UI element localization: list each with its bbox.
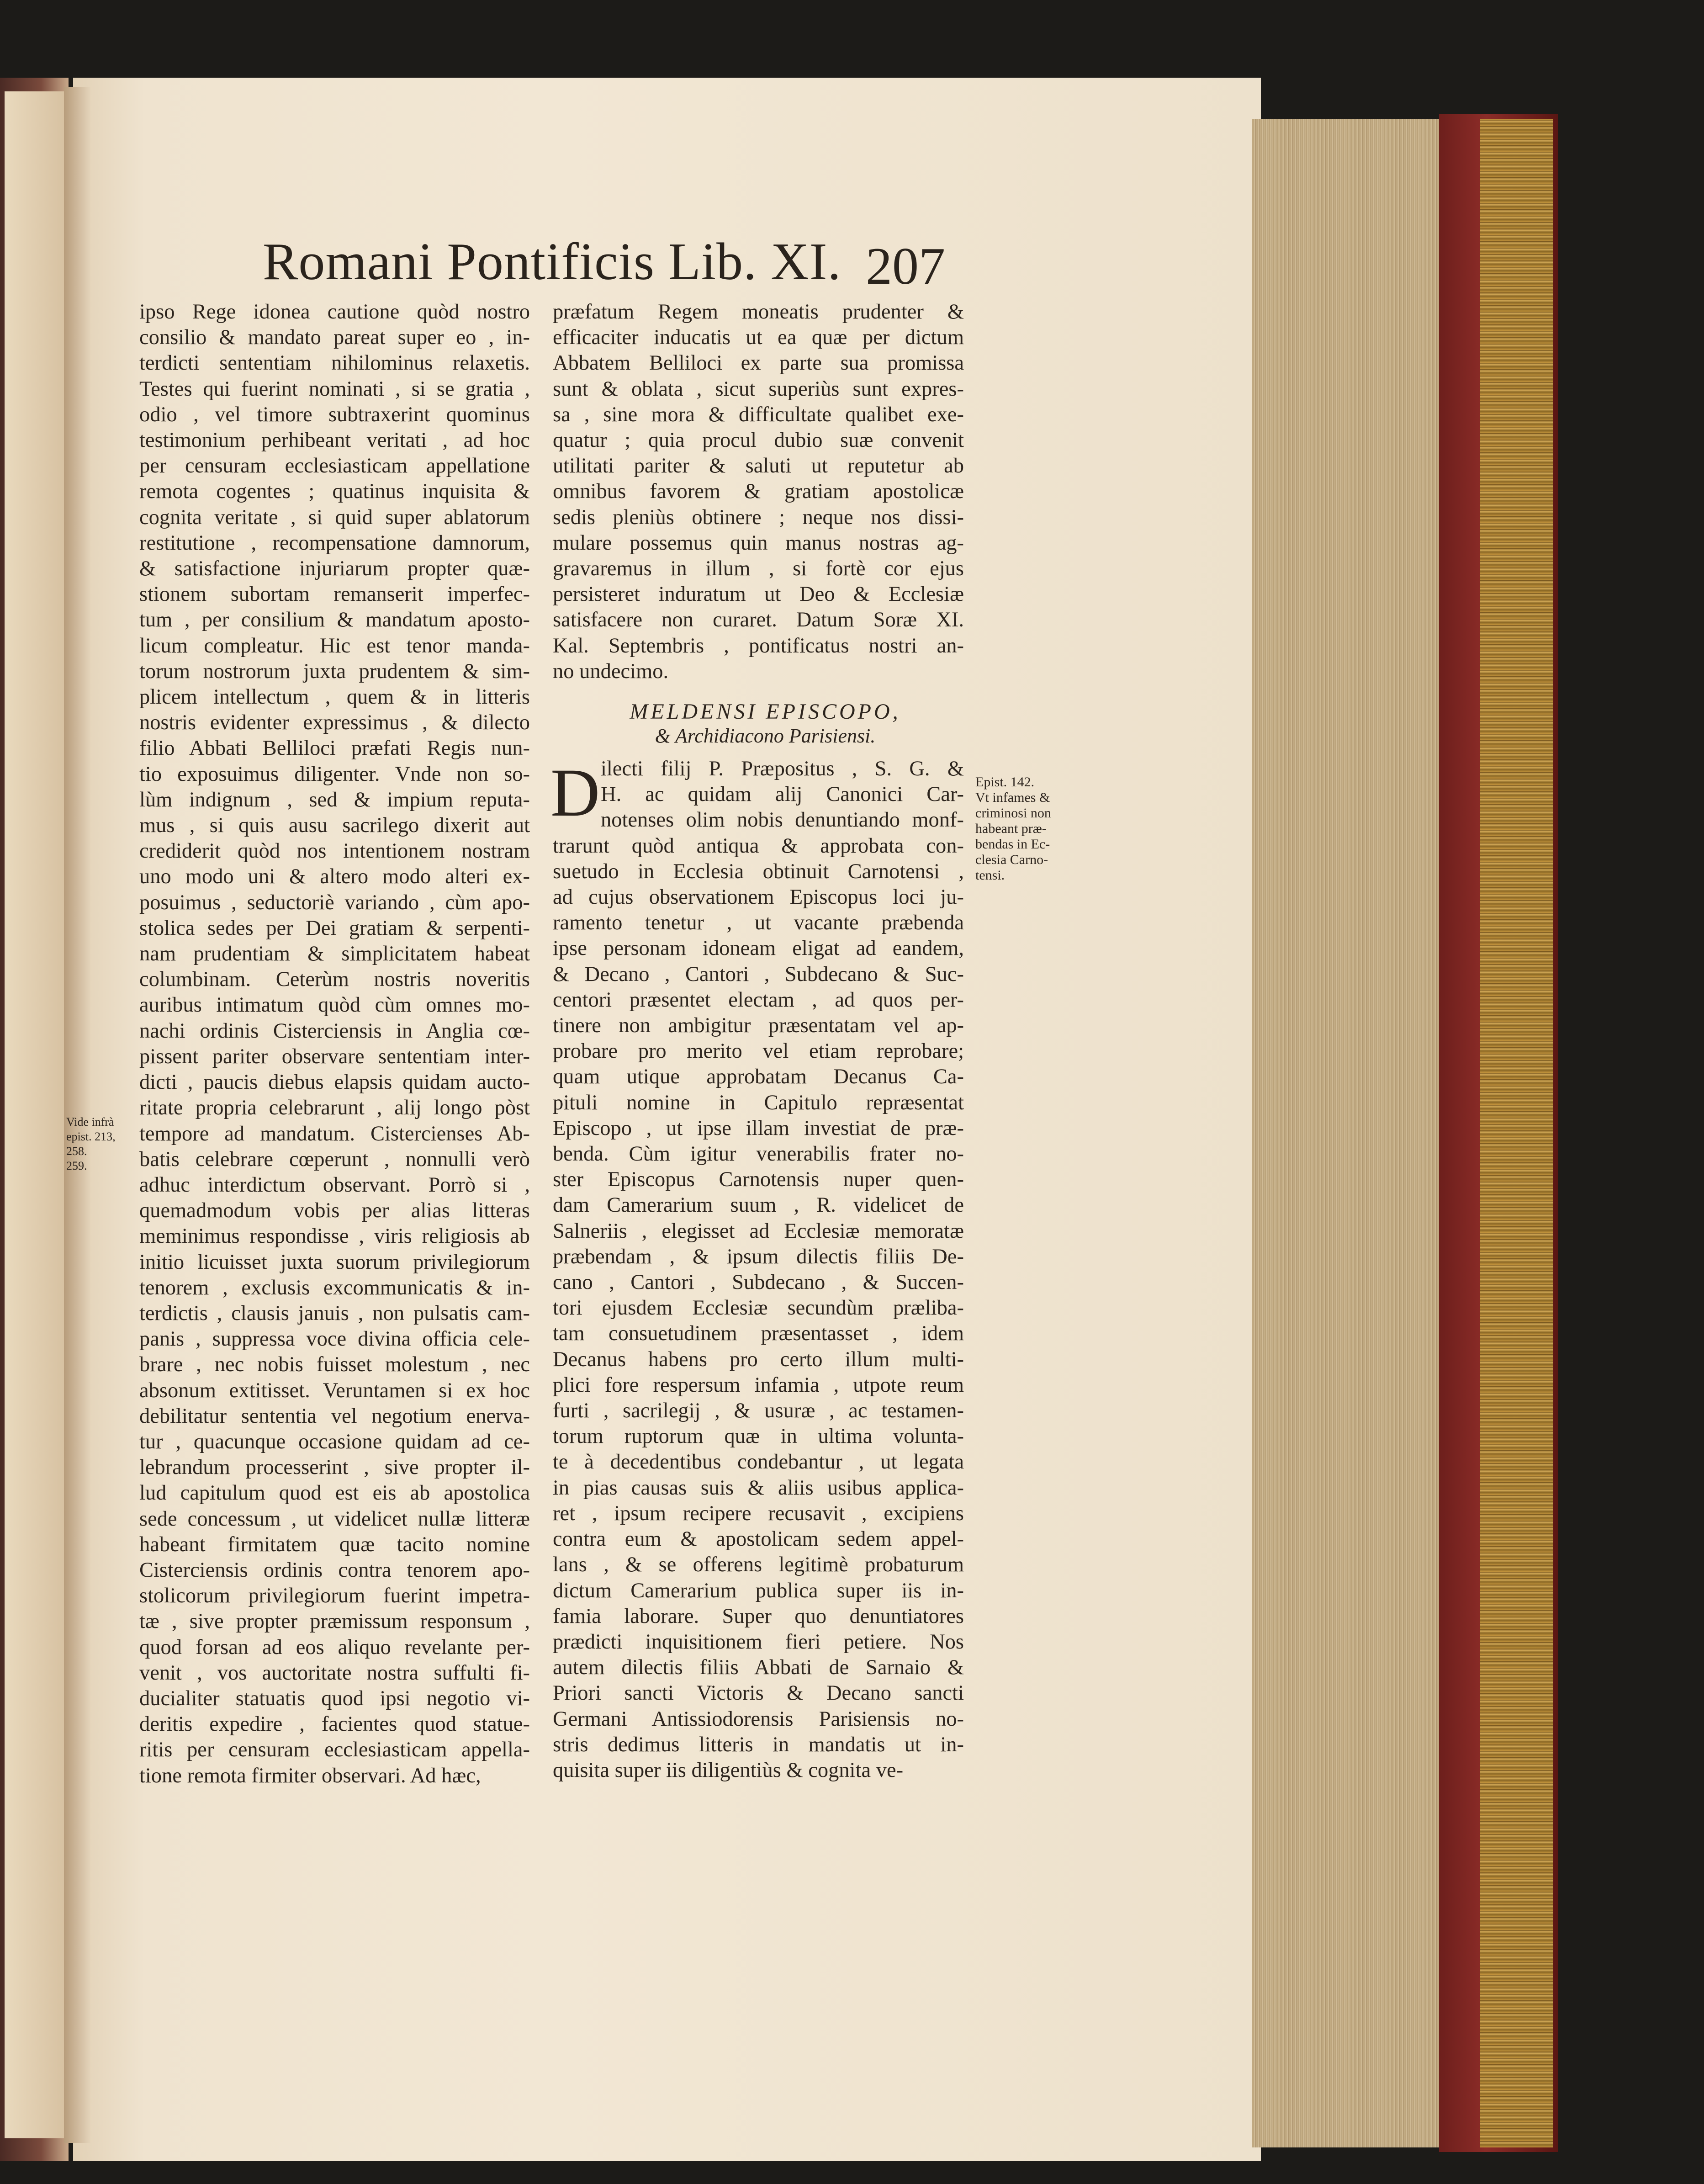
text-line: tenorem , exclusis excommunicatis & in-	[139, 1276, 530, 1299]
text-line: lebrandum processerint , sive propter il-	[139, 1456, 530, 1479]
text-line: posuimus , seductoriè variando , cùm apo-	[139, 891, 530, 914]
text-line: dicti , paucis diebus elapsis quidam aucto-	[139, 1071, 530, 1094]
text-line: famia laborare. Super quo denuntiatores	[553, 1604, 964, 1628]
text-line: sunt & oblata , sicut superiùs sunt expres-	[553, 377, 964, 401]
text-line: Episcopo , ut ipse illam investiat de præ-	[553, 1116, 964, 1140]
margin-note-line: Epist. 142.	[975, 774, 1035, 790]
text-line: efficaciter inducatis ut ea quæ per dictum	[553, 326, 964, 350]
right-column-top	[553, 299, 964, 684]
text-line: quisita super iis diligentiùs & cognita ve-	[553, 1758, 904, 1782]
text-line: columbinam. Ceterùm nostris noveritis	[139, 968, 530, 991]
text-line: licum compleatur. Hic est tenor manda-	[139, 634, 530, 657]
letter-heading: MELDENSI EPISCOPO,	[630, 700, 901, 724]
text-line: te à decedentibus condebantur , ut legata	[553, 1450, 964, 1474]
text-line: satisfacere non curaret. Datum Soræ XI.	[553, 608, 964, 632]
margin-note-line: Vide infrà	[66, 1115, 114, 1129]
text-line: tio exposuimus diligenter. Vnde non so-	[139, 762, 530, 786]
text-line: tæ , sive propter præmissum responsum ,	[139, 1610, 530, 1633]
text-line: tam consuetudinem præsentasset , idem	[553, 1322, 964, 1346]
margin-note-line: Vt infames &	[975, 790, 1050, 805]
text-line: Priori sancti Victoris & Decano sancti	[553, 1681, 964, 1705]
text-line: lans , & se offerens legitimè probaturum	[553, 1553, 964, 1577]
text-line: sedis pleniùs obtinere ; neque nos dissi-	[553, 505, 964, 529]
margin-note-right	[975, 774, 1112, 883]
margin-note-line: criminosi non	[975, 806, 1051, 821]
text-line: brare , nec nobis fuisset molestum , nec	[139, 1353, 530, 1377]
text-line: quemadmodum vobis per alias litteras	[139, 1199, 530, 1223]
text-line: cognita veritate , si quid super ablatorum	[139, 505, 530, 529]
text-line: omnibus favorem & gratiam apostolicæ	[553, 480, 964, 504]
text-line: uno modo uni & altero modo alteri ex-	[139, 865, 530, 889]
text-line: torum nostrorum juxta prudentem & sim-	[139, 659, 530, 683]
right-column-body	[553, 756, 964, 1783]
text-line: cano , Cantori , Subdecano , & Succen-	[553, 1271, 964, 1294]
text-line: plici fore respersum infamia , utpote reum	[553, 1373, 964, 1397]
text-line: suetudo in Ecclesia obtinuit Carnotensi ,	[553, 859, 964, 883]
margin-note-line: habeant præ-	[975, 821, 1047, 836]
text-line: probare pro merito vel etiam reprobare;	[553, 1039, 964, 1063]
text-line: præbendam , & ipsum dilectis filiis De-	[553, 1245, 964, 1268]
text-line: quam utique approbatam Decanus Ca-	[553, 1065, 964, 1089]
text-line: ipso Rege idonea cautione quòd nostro	[139, 300, 530, 323]
text-line: Decanus habens pro certo illum multi-	[553, 1347, 964, 1371]
text-line: mus , si quis ausu sacrilego dixerit aut	[139, 814, 530, 838]
margin-note-line: clesia Carno-	[975, 852, 1048, 867]
margin-note-line: tensi.	[975, 868, 1005, 883]
text-line: testimonium perhibeant veritati , ad hoc	[139, 429, 530, 452]
text-line: torum ruptorum quæ in ultima volunta-	[553, 1425, 964, 1448]
text-line: ritate propria celebrarunt , alij longo pòst	[139, 1096, 530, 1120]
text-line: lud capitulum quod est eis ab apostolica	[139, 1481, 530, 1505]
text-line: filio Abbati Belliloci præfati Regis nun-	[139, 737, 530, 760]
text-line: Salneriis , elegisset ad Ecclesiæ memoratæ	[553, 1219, 964, 1243]
text-line: contra eum & apostolicam sedem appel-	[553, 1527, 964, 1551]
margin-note-line: 259.	[66, 1159, 87, 1172]
text-line: in pias causas suis & aliis usibus applica-	[553, 1476, 964, 1500]
text-line: consilio & mandato pareat super eo , in-	[139, 326, 530, 350]
text-line: Abbatem Belliloci ex parte sua promissa	[553, 351, 964, 375]
text-line: ilecti filij P. Præpositus , S. G. &	[601, 757, 964, 780]
text-line: dam Camerarium suum , R. videlicet de	[553, 1193, 964, 1217]
left-column	[139, 299, 530, 1789]
text-line: pissent pariter observare sententiam inter-	[139, 1044, 530, 1068]
text-line: stionem subortam remanserit imperfec-	[139, 583, 530, 606]
text-line: debilitatur sententia vel negotium enerva-	[139, 1404, 530, 1428]
text-line: ipse personam idoneam eligat ad eandem,	[553, 937, 964, 960]
text-line: benda. Cùm igitur venerabilis frater no-	[553, 1142, 964, 1166]
text-line: habeant firmitatem quæ tacito nomine	[139, 1532, 530, 1556]
text-line: gravaremus in illum , si fortè cor ejus	[553, 557, 964, 581]
text-line: centori præsentet electam , ad quos per-	[553, 988, 964, 1012]
text-line: tori ejusdem Ecclesiæ secundùm præliba-	[553, 1296, 964, 1320]
text-line: Kal. Septembris , pontificatus nostri an-	[553, 634, 964, 657]
margin-note-line: epist. 213, 258.	[66, 1130, 116, 1158]
text-line: dictum Camerarium publica super iis in-	[553, 1579, 964, 1602]
text-line: nam prudentiam & simplicitatem habeat	[139, 942, 530, 966]
page-number: 207	[866, 237, 945, 296]
text-line: prædicti inquisitionem fieri petiere. Nos	[553, 1630, 964, 1654]
drop-cap: D	[550, 755, 600, 831]
text-line: adhuc interdictum observant. Porrò si ,	[139, 1173, 530, 1197]
text-line: H. ac quidam alij Canonici Car-	[601, 783, 964, 806]
text-line: mulare possemus quin manus nostras ag-	[553, 531, 964, 555]
facing-page-edge	[5, 91, 69, 2138]
text-line: batis celebrare cœperunt , nonnulli verò	[139, 1147, 530, 1171]
text-line: Testes qui fuerint nominati , si se gratia ,	[139, 377, 530, 401]
text-line: ritis per censuram ecclesiasticam appella-	[139, 1738, 530, 1762]
text-line: terdictis , clausis januis , non pulsatis cam-	[139, 1301, 530, 1325]
text-line: trarunt quòd antiqua & approbata con-	[553, 834, 964, 858]
text-line: deritis expedire , facientes quod statue-	[139, 1712, 530, 1736]
text-line: nostris evidenter expressimus , & dilecto	[139, 711, 530, 735]
text-line: sede concessum , ut videlicet nullæ litteræ	[139, 1507, 530, 1531]
text-line: sa , sine mora & difficultate qualibet exe-	[553, 403, 964, 426]
text-line: stris dedimus litteris in mandatis ut in-	[553, 1733, 964, 1756]
margin-note-line: bendas in Ec-	[975, 837, 1050, 852]
text-line: tinere non ambigitur præsentatam vel ap-	[553, 1014, 964, 1038]
text-line: persisteret induratum ut Deo & Ecclesiæ	[553, 583, 964, 606]
text-line: no undecimo.	[553, 659, 669, 683]
text-line: nachi ordinis Cisterciensis in Anglia cœ-	[139, 1019, 530, 1043]
text-line: venit , vos auctoritate nostra suffulti fi-	[139, 1661, 530, 1685]
text-line: utilitati pariter & saluti ut reputetur ab	[553, 454, 964, 478]
text-line: tione remota firmiter observari. Ad hæc,	[139, 1764, 481, 1787]
text-line: plicem intellectum , quem & in litteris	[139, 685, 530, 709]
text-line: ret , ipsum recipere recusavit , excipiens	[553, 1501, 964, 1525]
text-line: ster Episcopus Carnotensis nuper quen-	[553, 1168, 964, 1192]
text-line: stolicorum privilegiorum fuerint impetra-	[139, 1584, 530, 1608]
text-line: restitutione , recompensatione damnorum,	[139, 531, 530, 555]
text-line: terdicti sententiam nihilominus relaxetis.	[139, 351, 530, 375]
running-head: Romani Pontificis Lib. XI.	[263, 233, 841, 291]
text-line: Germani Antissiodorensis Parisiensis no-	[553, 1707, 964, 1731]
text-line: & satisfactione injuriarum propter quæ-	[139, 557, 530, 581]
text-line: per censuram ecclesiasticam appellatione	[139, 454, 530, 478]
text-line: præfatum Regem moneatis prudenter &	[553, 300, 964, 323]
text-line: quatur ; quia procul dubio suæ convenit	[553, 429, 964, 452]
text-line: tur , quacunque occasione quidam ad ce-	[139, 1430, 530, 1453]
page-block-edges	[1252, 119, 1444, 2147]
text-line: ramento tenetur , ut vacante præbenda	[553, 911, 964, 935]
gilt-border-decoration	[1480, 119, 1553, 2147]
text-line: auribus intimatum quòd cùm omnes mo-	[139, 993, 530, 1017]
text-line: ad cujus observationem Episcopus loci ju-	[553, 885, 964, 909]
text-line: autem dilectis filiis Abbati de Sarnaio &	[553, 1656, 964, 1680]
text-line: tempore ad mandatum. Cistercienses Ab-	[139, 1122, 530, 1145]
text-line: panis , suppressa voce divina officia cele-	[139, 1327, 530, 1351]
text-line: remota cogentes ; quatinus inquisita &	[139, 480, 530, 504]
text-line: Cisterciensis ordinis contra tenorem apo-	[139, 1558, 530, 1582]
text-line: lùm indignum , sed & impium reputa-	[139, 788, 530, 811]
letter-subheading: & Archidiacono Parisiensi.	[655, 725, 876, 747]
text-line: pituli nomine in Capitulo repræsentat	[553, 1091, 964, 1114]
text-line: absonum extitisset. Veruntamen si ex hoc	[139, 1378, 530, 1402]
text-line: initio licuisset juxta suorum privilegiorum	[139, 1250, 530, 1274]
text-line: & Decano , Cantori , Subdecano & Suc-	[553, 962, 964, 986]
margin-note-left	[66, 1115, 135, 1173]
text-line: ducialiter statuatis quod ipsi negotio vi-	[139, 1686, 530, 1710]
text-line: notenses olim nobis denuntiando monf-	[601, 808, 964, 832]
text-line: quod forsan ad eos aliquo revelante per-	[139, 1635, 530, 1659]
text-line: stolica sedes per Dei gratiam & serpenti-	[139, 916, 530, 940]
text-line: furti , sacrilegij , & usuræ , ac testamen-	[553, 1399, 964, 1423]
text-line: tum , per consilium & mandatum aposto-	[139, 608, 530, 632]
text-line: odio , vel timore subtraxerint quominus	[139, 403, 530, 426]
text-line: crediderit quòd nos intentionem nostram	[139, 839, 530, 863]
text-line: meminimus respondisse , viris religiosis ab	[139, 1225, 530, 1248]
